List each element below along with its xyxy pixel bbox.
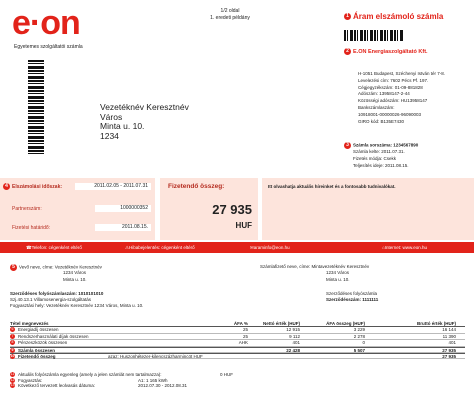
due-value: 2011.08.15.: [95, 224, 151, 231]
period-value: 2011.02.05 - 2011.07.31: [75, 183, 151, 190]
buyer-city: 1234 Város: [63, 270, 87, 276]
payer-city: 1234 Város: [326, 270, 350, 276]
footer-info: [10, 372, 465, 389]
place-value: Vezetéknév Keresztnév 1234 Város, Minta u. 10.: [46, 303, 144, 309]
marker-9: 9: [11, 347, 14, 352]
payer-name: Mintavezetéknév Keresztnév: [311, 264, 370, 269]
row-net: 9 112: [289, 333, 300, 339]
marker-5: 5: [10, 264, 17, 271]
footer-value: 2012.07.30 - 2012.08.31: [138, 383, 188, 388]
invoice-number: [344, 142, 469, 149]
marker-3: 3: [344, 142, 351, 149]
col-vat: ÁFA %: [233, 321, 248, 326]
marker-8: 8: [11, 340, 14, 345]
issuer-line: Cégjegyzékszám: 01-09-881828: [358, 84, 423, 90]
contact-web-text[interactable]: Internet: www.eon.hu: [384, 245, 427, 250]
contract-value: 1010101010: [78, 290, 104, 296]
fulfillment-date: Teljesítés ideje: 2011.08.15.: [353, 163, 409, 169]
row-vat: AHK: [238, 340, 248, 346]
page-number: 1/2 oldal: [220, 8, 240, 14]
payer-street: Minta u. 10.: [326, 276, 350, 282]
recipient-city: Város: [100, 111, 123, 122]
contract-sub: Szj.40.13.1 Villamosenergia-szolgáltatás: [10, 297, 91, 303]
issuer-line: Közösségi adószám: HU13958147: [358, 98, 428, 104]
row-name: Fizetendő összeg: [18, 353, 56, 359]
recipient-address: [100, 103, 189, 141]
row-name: Energiadíj összesen: [18, 327, 59, 333]
eon-logo: e·on: [12, 4, 80, 42]
row-name: Pénzeszközök összesen: [18, 340, 68, 346]
issuer-line: Levelezési cím: 7602 Pécs Pf. 197.: [358, 77, 429, 83]
footer-text: Fogyasztás:: [18, 377, 43, 383]
contact-email[interactable]: ✉ araminfo@eon.hu: [250, 242, 254, 253]
buyer-label-text: Vevő neve, címe:: [19, 264, 54, 270]
payment-method: Fizetés módja: Csekk: [353, 156, 397, 162]
row-gross: 11 390: [442, 333, 456, 339]
marker-2: 2: [344, 48, 351, 55]
parties-section: [10, 264, 470, 310]
issuer-name-text: E.ON Energiaszolgáltató Kft.: [353, 48, 428, 55]
issuer-line: H-1051 Budapest, Széchenyi István tér 7-8.: [358, 71, 446, 76]
contract-label: Szerződéses folyószámlaszám:: [10, 290, 78, 296]
contact-bar: [0, 242, 474, 253]
row-name: Számla összesen: [18, 347, 56, 353]
row-net: 401: [292, 340, 300, 346]
issuer-line: Adószám: 13958147-2-44: [358, 91, 410, 97]
footer-line: [10, 383, 465, 389]
row-net: 12 915: [286, 327, 300, 333]
footer-value: A1: 1 165 kWh: [138, 377, 168, 383]
marker-6: 6: [11, 327, 14, 332]
row-gross: 401: [448, 340, 456, 346]
row-vat-amount: 2 278: [353, 333, 365, 339]
invoice-number-text: Számla sorszáma: 1234567890: [353, 142, 419, 148]
contact-web[interactable]: ⌂ Internet: www.eon.hu: [382, 242, 385, 253]
period-label-text: Elszámolási időszak:: [12, 183, 63, 190]
amount-currency: HUF: [235, 221, 252, 230]
partner-value: 1000000352: [95, 205, 151, 212]
row-vat: 25: [242, 333, 248, 339]
buyer-street: Minta u. 10.: [63, 276, 87, 282]
barcode-horizontal: [344, 30, 404, 41]
invoice-subtitle: Egyetemes szolgáltatói számla: [14, 44, 83, 50]
account-label: Szerződésszám: 1111111: [326, 297, 379, 303]
footer-value: 0 HUF: [220, 372, 234, 377]
footer-text: Következő tervezett leolvasás dátuma:: [18, 383, 96, 388]
marker-7: 7: [11, 333, 14, 338]
due-label: Fizetési határidő:: [12, 225, 51, 231]
invoice-table: [10, 321, 465, 359]
barcode-vertical: [28, 60, 44, 156]
recipient-zip: 1234: [100, 130, 119, 141]
billing-info-box: [0, 178, 155, 240]
account-value: Szerződéses folyószámla: [326, 290, 378, 296]
copy-label: 1. eredeti példány: [210, 15, 250, 21]
period-label: [3, 183, 62, 190]
issuer-line: GIRO kód: B135E7430: [358, 118, 405, 124]
invoice-title-text: Áram elszámoló számla: [353, 12, 444, 21]
invoice-meta: [344, 142, 469, 170]
row-gross: 16 144: [442, 327, 456, 333]
contact-email-text[interactable]: araminfo@eon.hu: [253, 245, 290, 250]
news-box: [262, 178, 474, 240]
row-vat-amount: 3 229: [353, 327, 365, 333]
col-name: Tétel megnevezés: [10, 321, 49, 326]
contact-report-text: Hibabejelentés: cégenként eltérő: [129, 245, 195, 250]
news-text: Itt olvashatja aktuális híreinket és a fontosabb tudnivalókat.: [268, 184, 396, 189]
col-vat-amount: ÁFA összeg (HUF): [326, 321, 365, 326]
row-vat-amount: 5 507: [353, 347, 365, 353]
marker-12: 12: [10, 377, 15, 382]
row-name: Rendszerhasználati díjak összesen: [18, 333, 89, 339]
invoice-title: [344, 12, 443, 22]
col-gross: Bruttó érték (HUF): [417, 321, 456, 326]
marker-11: 11: [10, 372, 15, 377]
row-gross: 27 935: [442, 347, 456, 353]
issuer-line: 10918001-00000026-96090003: [358, 111, 422, 117]
amount-in-words: azaz: Huszonhétezer-kilencszázharmincöt HUF: [108, 353, 203, 359]
issuer-line: Bankszámlaszám:: [358, 104, 395, 110]
buyer-name: Vezetéknév Keresztnév: [54, 264, 102, 270]
table-payable-row: [10, 353, 465, 359]
consumption-place: [10, 303, 143, 309]
marker-4: 4: [3, 183, 10, 190]
summary-band: [0, 178, 474, 240]
marker-10: 10: [10, 353, 15, 358]
marker-13: 13: [10, 383, 15, 388]
partner-label: Partnerszám:: [12, 206, 42, 212]
marker-1: 1: [344, 13, 351, 20]
contact-report: ⚠ Hibabejelentés: cégenként eltérő: [125, 242, 129, 253]
row-gross: 27 935: [442, 353, 456, 359]
contact-phone-text: Telefon: cégenként eltérő: [31, 245, 82, 250]
row-vat: 25: [242, 327, 248, 333]
row-vat-amount: 0: [362, 340, 365, 346]
footer-text: Aktuális folyószámla egyenleg (amely a jelen számlát nem tartalmazza):: [18, 372, 162, 377]
recipient-street: Minta u. 10.: [100, 121, 145, 131]
issuer-name: [344, 48, 428, 56]
issuer-details: [358, 71, 473, 125]
place-label: Fogyasztási hely:: [10, 303, 45, 309]
amount-label: Fizetendő összeg:: [168, 183, 225, 190]
payer-label-text: Számlafizető neve, címe:: [260, 264, 311, 269]
row-net: 22 428: [286, 347, 300, 353]
col-net: Nettó érték (HUF): [262, 321, 300, 326]
amount-value: 27 935: [212, 202, 252, 217]
invoice-date: Számla kelte: 2011.07.31.: [353, 149, 405, 155]
amount-box: [160, 178, 258, 240]
contact-phone: ☎ Telefon: cégenként eltérő: [26, 242, 32, 253]
recipient-name: Vezetéknév Keresztnév: [100, 102, 189, 112]
page-info: [200, 8, 260, 22]
